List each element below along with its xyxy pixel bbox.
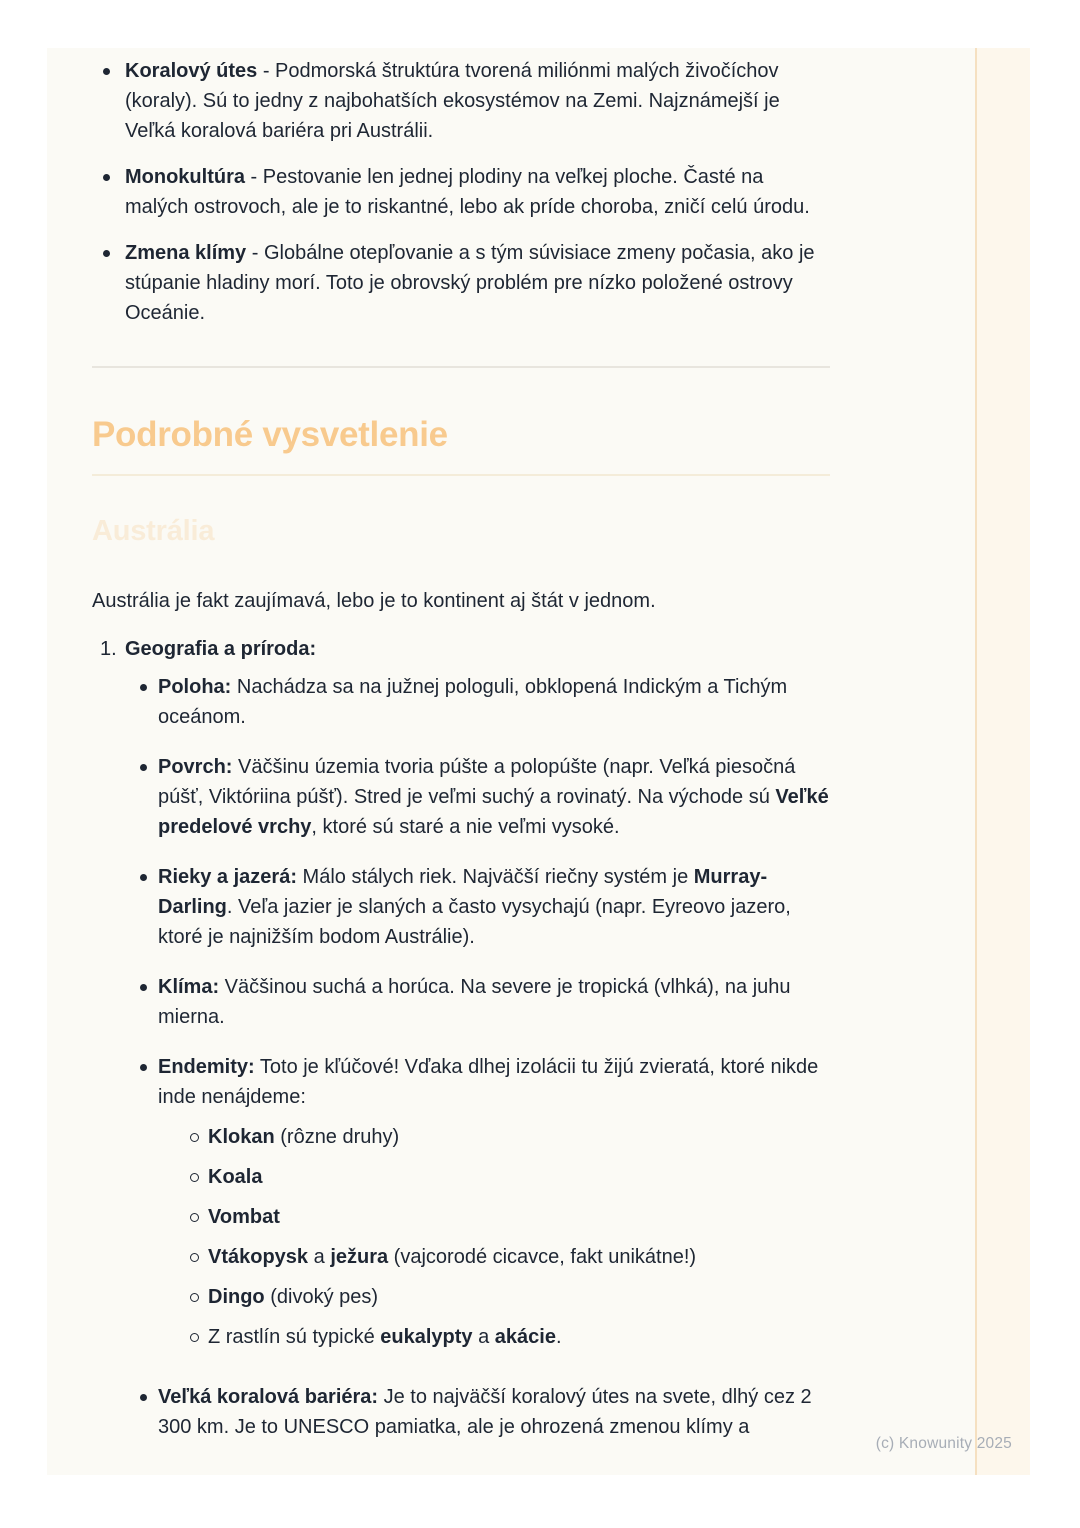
list-item-text: Z rastlín sú typické eukalypty a akácie. xyxy=(208,1326,562,1348)
numbered-list xyxy=(92,634,830,664)
list-item xyxy=(140,972,830,1032)
list-item xyxy=(140,1052,830,1362)
list-item xyxy=(190,1322,830,1352)
list-item xyxy=(190,1202,830,1232)
list-item xyxy=(190,1162,830,1192)
list-item-text: Dingo (divoký pes) xyxy=(208,1286,379,1308)
list-item xyxy=(140,672,830,732)
list-item xyxy=(190,1282,830,1312)
list-item-text: Vtákopysk a ježura (vajcorodé cicavce, fakt unikátne!) xyxy=(208,1246,697,1268)
section-divider xyxy=(92,366,830,368)
bullet-icon xyxy=(103,162,125,181)
circle-bullet-icon xyxy=(190,1122,208,1142)
list-item xyxy=(140,862,830,952)
circle-bullet-icon xyxy=(190,1242,208,1262)
page-content xyxy=(92,48,830,1462)
list-item-text: Veľká koralová bariéra: Je to najväčší koralový útes na svete, dlhý cez 2 300 km. Je to UNESCO pamiatka, ale je ohrozená zmenou klímy a xyxy=(158,1386,812,1438)
glossary-list xyxy=(92,56,830,328)
list-item xyxy=(190,1122,830,1152)
list-number: 1. xyxy=(100,638,117,660)
list-item xyxy=(103,162,830,222)
list-item-text: Vombat xyxy=(208,1206,280,1228)
section-title: Podrobné vysvetlenie xyxy=(92,415,448,454)
list-item-text: Klokan (rôzne druhy) xyxy=(208,1126,400,1148)
list-item xyxy=(140,752,830,842)
circle-bullet-icon xyxy=(190,1322,208,1342)
accent-divider xyxy=(92,474,830,476)
watermark: (c) Knowunity 2025 xyxy=(875,1435,1012,1452)
page-edge-strip xyxy=(975,48,1030,1475)
list-item xyxy=(103,56,830,146)
bullet-icon xyxy=(103,56,125,75)
list-item xyxy=(190,1242,830,1272)
numbered-item-heading: Geografia a príroda: xyxy=(125,638,317,660)
bullet-icon xyxy=(140,752,158,771)
list-item-text: Zmena klímy - Globálne otepľovanie a s tým súvisiace zmeny počasia, ako je stúpanie hladiny morí. Toto je obrovský problém pre nízko položené ostrovy Oceánie. xyxy=(125,242,815,324)
list-item-text: Klíma: Väčšinou suchá a horúca. Na severe je tropická (vlhká), na juhu mierna. xyxy=(158,976,791,1028)
list-item xyxy=(140,1382,830,1442)
list-item-text: Povrch: Väčšinu územia tvoria púšte a polopúšte (napr. Veľká piesočná púšť, Viktóriina púšť). Stred je veľmi suchý a rovinatý. Na východe sú Veľké predelové vrchy, ktoré sú staré a nie veľmi vysoké. xyxy=(158,756,829,838)
circle-bullet-icon xyxy=(190,1282,208,1302)
circle-bullet-icon xyxy=(190,1162,208,1182)
list-item-text: Endemity: Toto je kľúčové! Vďaka dlhej izolácii tu žijú zvieratá, ktoré nikde inde nenájdeme: Klokan (rôzne druhy) Koala Vombat Vtákopysk a ježura (vajcorodé cicavce, fakt unikátne!) Dingo (divoký pes) Z rastlín sú typické eukalypty a akácie. xyxy=(158,1052,830,1362)
list-item-text: Koralový útes - Podmorská štruktúra tvorená miliónmi malých živočíchov (koraly). Sú to jedny z najbohatších ekosystémov na Zemi. Najznámejší je Veľká koralová bariéra pri Austrálii. xyxy=(125,60,780,142)
bullet-icon xyxy=(140,1052,158,1071)
bullet-icon xyxy=(103,238,125,257)
endemity-list xyxy=(158,1122,830,1352)
bullet-icon xyxy=(140,862,158,881)
intro-paragraph: Austrália je fakt zaujímavá, lebo je to kontinent aj štát v jednom. xyxy=(92,590,656,612)
bullet-icon xyxy=(140,1382,158,1401)
list-item xyxy=(103,238,830,328)
list-item-text: Monokultúra - Pestovanie len jednej plodiny na veľkej ploche. Časté na malých ostrovoch, ale je to riskantné, lebo ak príde choroba, zničí celú úrodu. xyxy=(125,166,810,218)
geography-list xyxy=(92,672,830,1442)
bullet-icon xyxy=(140,972,158,991)
subsection-title: Austrália xyxy=(92,515,215,547)
circle-bullet-icon xyxy=(190,1202,208,1222)
numbered-item xyxy=(100,634,830,664)
list-item-text: Koala xyxy=(208,1166,263,1188)
list-item-text: Rieky a jazerá: Málo stálych riek. Najväčší riečny systém je Murray-Darling. Veľa jazier je slaných a často vysychajú (napr. Eyreovo jazero, ktoré je najnižším bodom Austrálie). xyxy=(158,866,791,948)
bullet-icon xyxy=(140,672,158,691)
document-page xyxy=(47,48,1030,1475)
list-item-text: Poloha: Nachádza sa na južnej pologuli, obklopená Indickým a Tichým oceánom. xyxy=(158,676,788,728)
